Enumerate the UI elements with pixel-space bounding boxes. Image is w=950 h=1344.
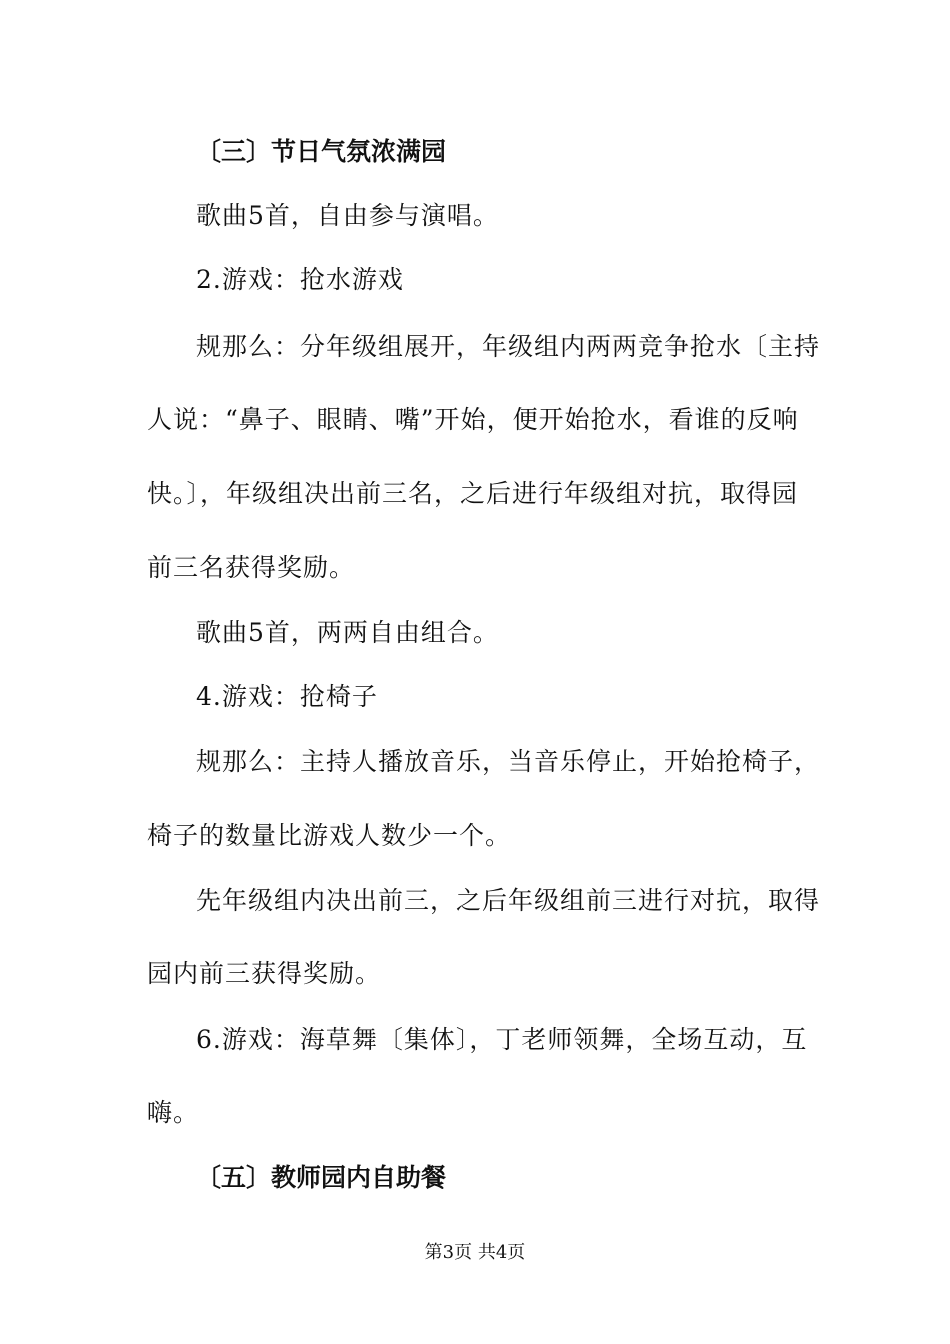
- paragraph-line: 快。〕，年级组决出前三名，之后进行年级组对抗，取得园: [147, 479, 799, 508]
- paragraph-line: 歌曲5首，两两自由组合。: [196, 618, 499, 647]
- paragraph-line: 人说：“鼻子、眼睛、嘴”开始，便开始抢水，看谁的反响: [147, 405, 799, 434]
- paragraph-line: 规那么：分年级组展开，年级组内两两竞争抢水〔主持: [196, 332, 821, 361]
- paragraph-line: 先年级组内决出前三，之后年级组前三进行对抗，取得: [196, 886, 821, 915]
- paragraph-line: 歌曲5首，自由参与演唱。: [196, 201, 499, 230]
- paragraph-line: 2.游戏：抢水游戏: [196, 265, 404, 294]
- section-heading-5: 〔五〕教师园内自助餐: [196, 1163, 447, 1192]
- paragraph-line: 椅子的数量比游戏人数少一个。: [147, 821, 512, 850]
- paragraph-line: 6.游戏：海草舞〔集体〕，丁老师领舞，全场互动，互: [196, 1025, 808, 1054]
- page-footer: 第3页 共4页: [424, 1242, 526, 1263]
- paragraph-line: 前三名获得奖励。: [147, 553, 356, 582]
- paragraph-line: 4.游戏：抢椅子: [196, 682, 378, 711]
- paragraph-line: 嗨。: [147, 1098, 200, 1127]
- paragraph-line: 规那么：主持人播放音乐，当音乐停止，开始抢椅子，: [196, 747, 821, 776]
- paragraph-line: 园内前三获得奖励。: [147, 959, 382, 988]
- section-heading-3: 〔三〕节日气氛浓满园: [196, 137, 447, 166]
